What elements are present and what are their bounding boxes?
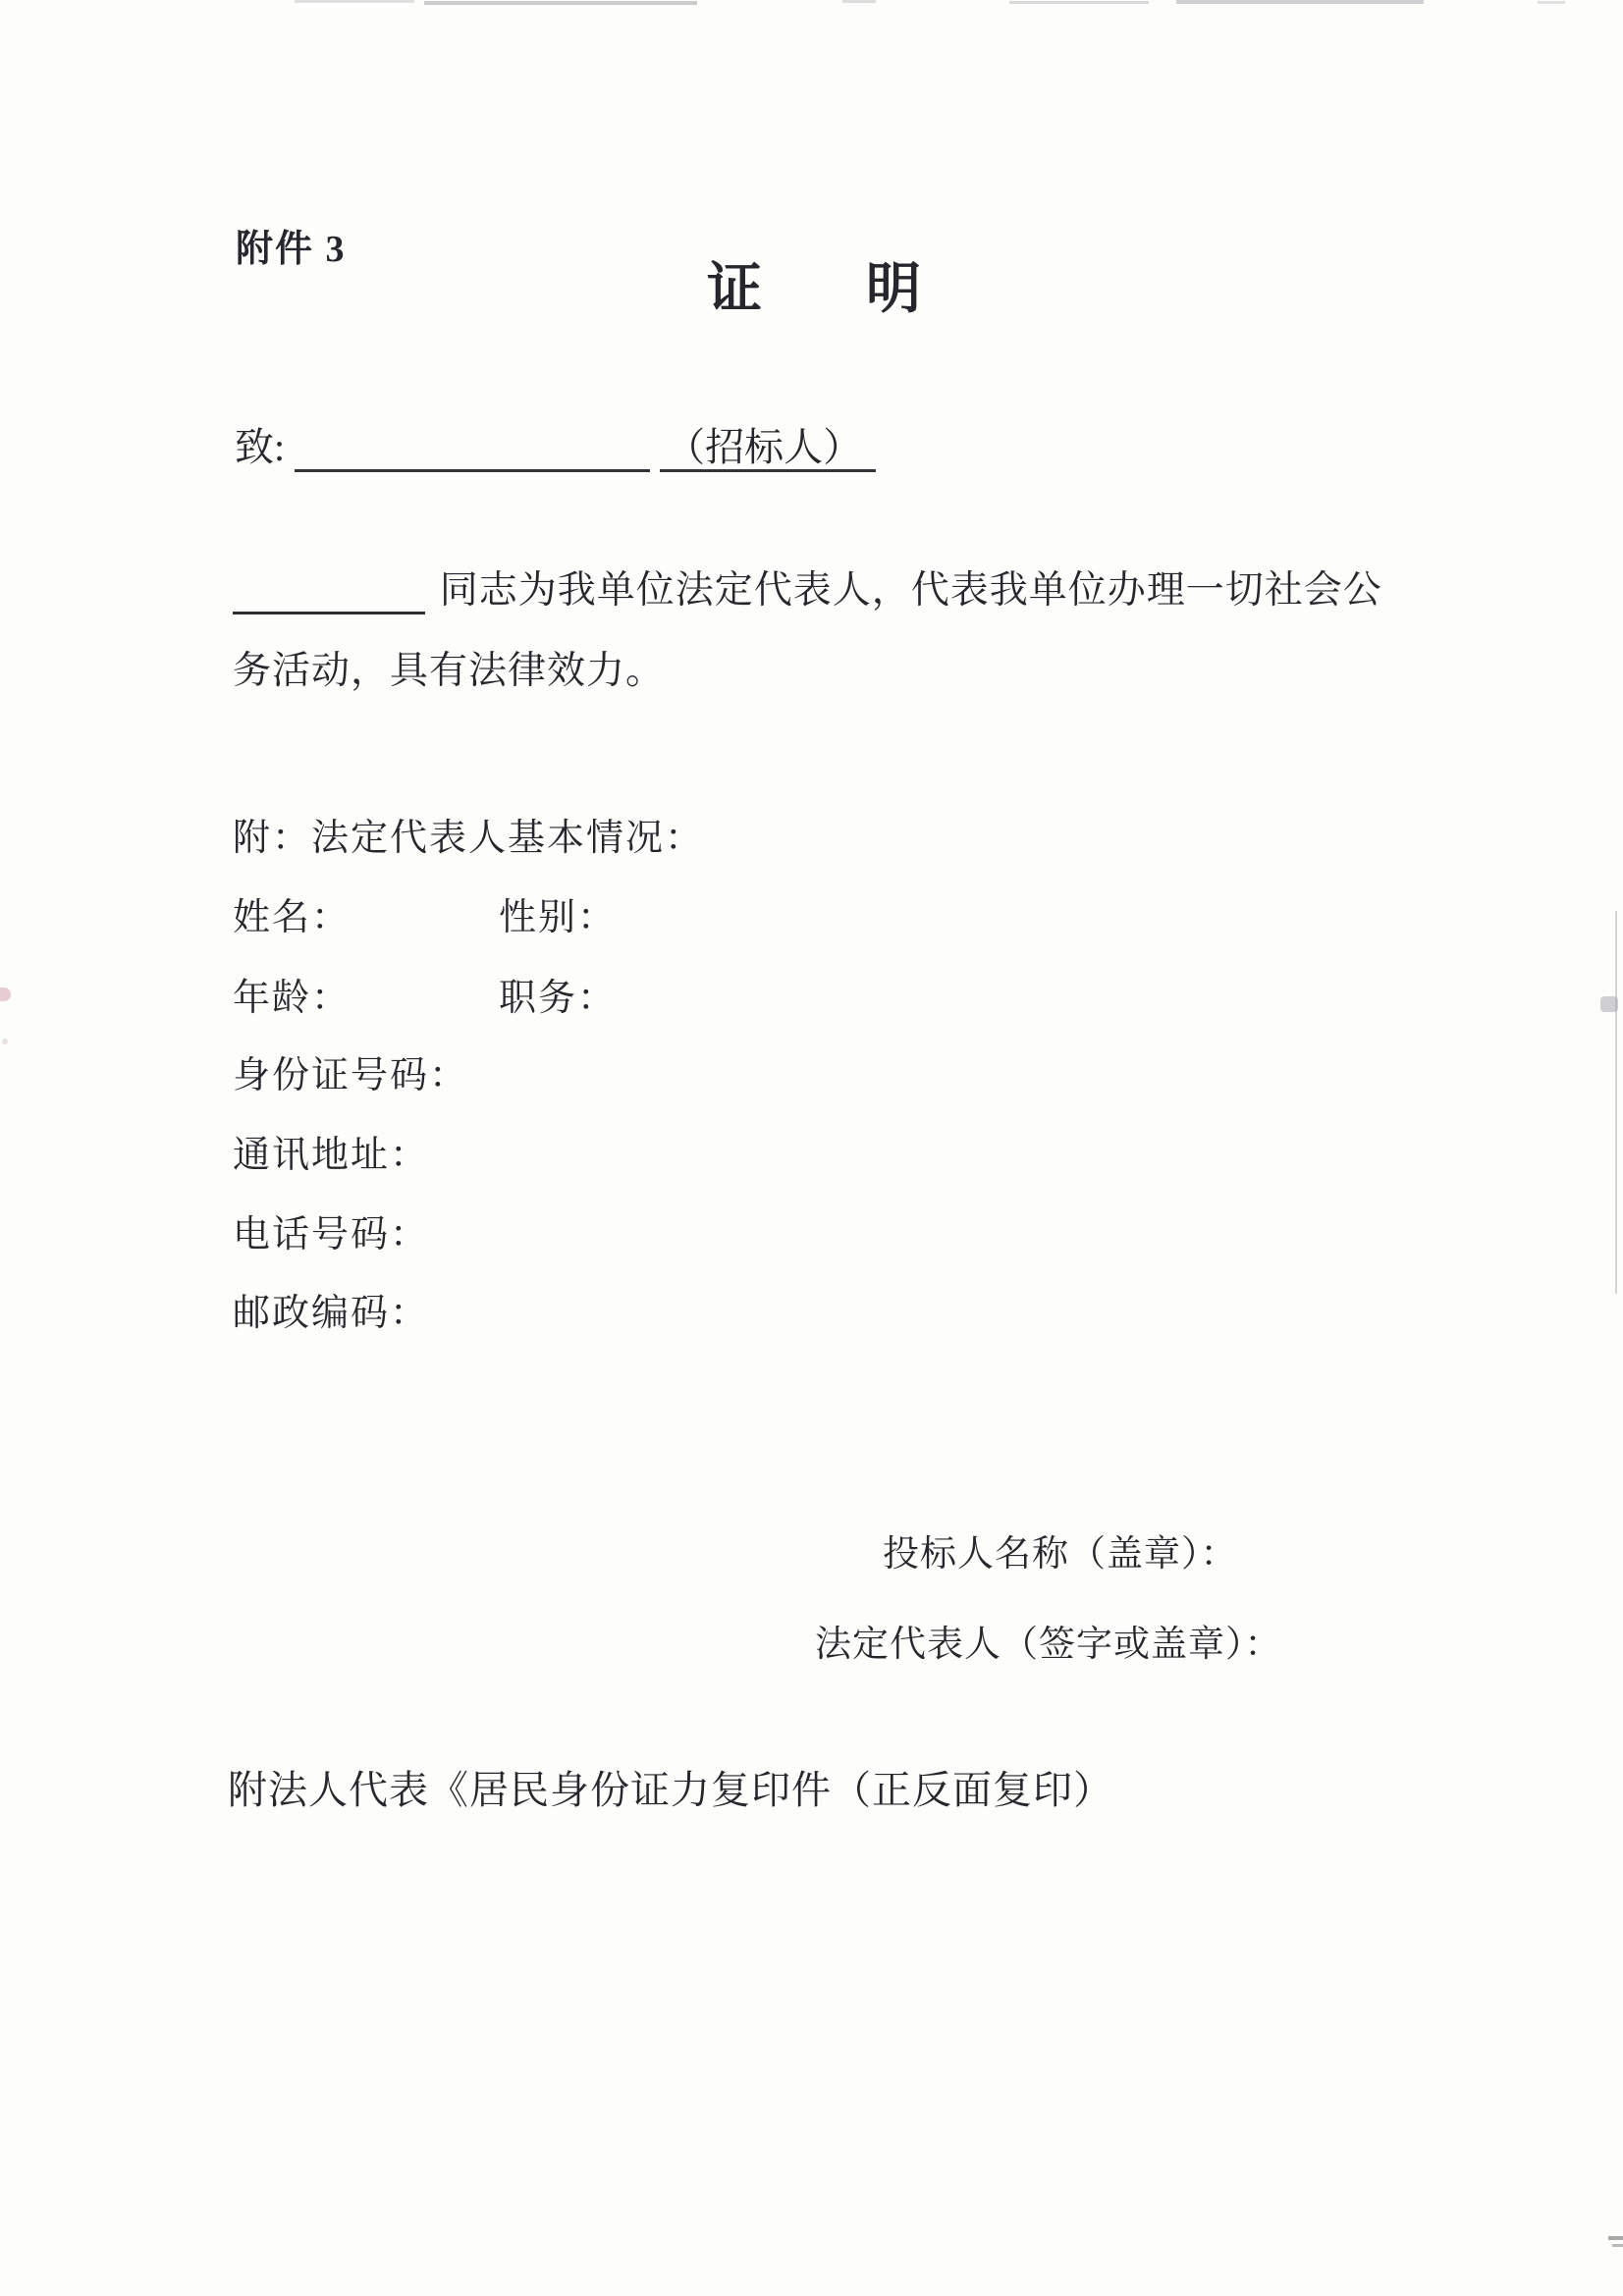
salutation-line: [235, 416, 876, 472]
document-title: [707, 245, 921, 324]
salutation-blank-underline: [295, 418, 650, 472]
field-label-name: 姓名：: [233, 897, 352, 938]
field-label-postal-code: 邮政编码：: [233, 1293, 430, 1334]
salutation-prefix: 致:: [235, 425, 286, 469]
id-copy-footer-note: 附法人代表《居民身份证力复印件（正反面复印）: [228, 1768, 1113, 1812]
title-char-1: 证: [707, 259, 762, 320]
scan-artifact-top: [1538, 1, 1565, 4]
scan-artifact-top: [1176, 0, 1424, 4]
field-label-id-number: 身份证号码：: [233, 1055, 469, 1096]
field-label-gender: 性别：: [499, 897, 618, 938]
scan-artifact-right-edge: [1615, 911, 1617, 1294]
scan-smudge-right: [1600, 996, 1618, 1012]
title-char-2: 明: [866, 259, 921, 320]
scan-dot-left: [0, 988, 11, 1001]
scan-artifact-top: [1009, 1, 1149, 4]
bidder-seal-line: 投标人名称（盖章）：: [883, 1534, 1238, 1575]
field-label-age: 年龄：: [233, 978, 352, 1019]
scan-artifact-top: [424, 1, 697, 5]
scan-artifact-top: [295, 0, 414, 3]
field-label-position: 职务：: [499, 978, 618, 1019]
scan-artifact-top: [842, 0, 876, 3]
body-line1-text: 同志为我单位法定代表人，代表我单位办理一切社会公: [439, 569, 1382, 612]
field-label-address: 通讯地址：: [233, 1135, 430, 1176]
salutation-party: （招标人）: [660, 416, 876, 472]
body-paragraph-line-2: 务活动，具有法律效力。: [233, 650, 666, 692]
scan-artifact-corner: [1608, 2236, 1623, 2240]
legal-rep-signature-line: 法定代表人（签字或盖章）：: [815, 1625, 1282, 1665]
field-label-phone: 电话号码：: [233, 1214, 430, 1255]
scan-speck-left: [2, 1039, 8, 1044]
scan-artifact-corner: [1612, 2244, 1623, 2247]
attachment-label: 附件 3: [236, 229, 347, 270]
body-paragraph-line-1: [233, 560, 1382, 614]
name-blank-underline: [233, 568, 425, 614]
rep-info-heading: 附：法定代表人基本情况：: [233, 818, 705, 859]
